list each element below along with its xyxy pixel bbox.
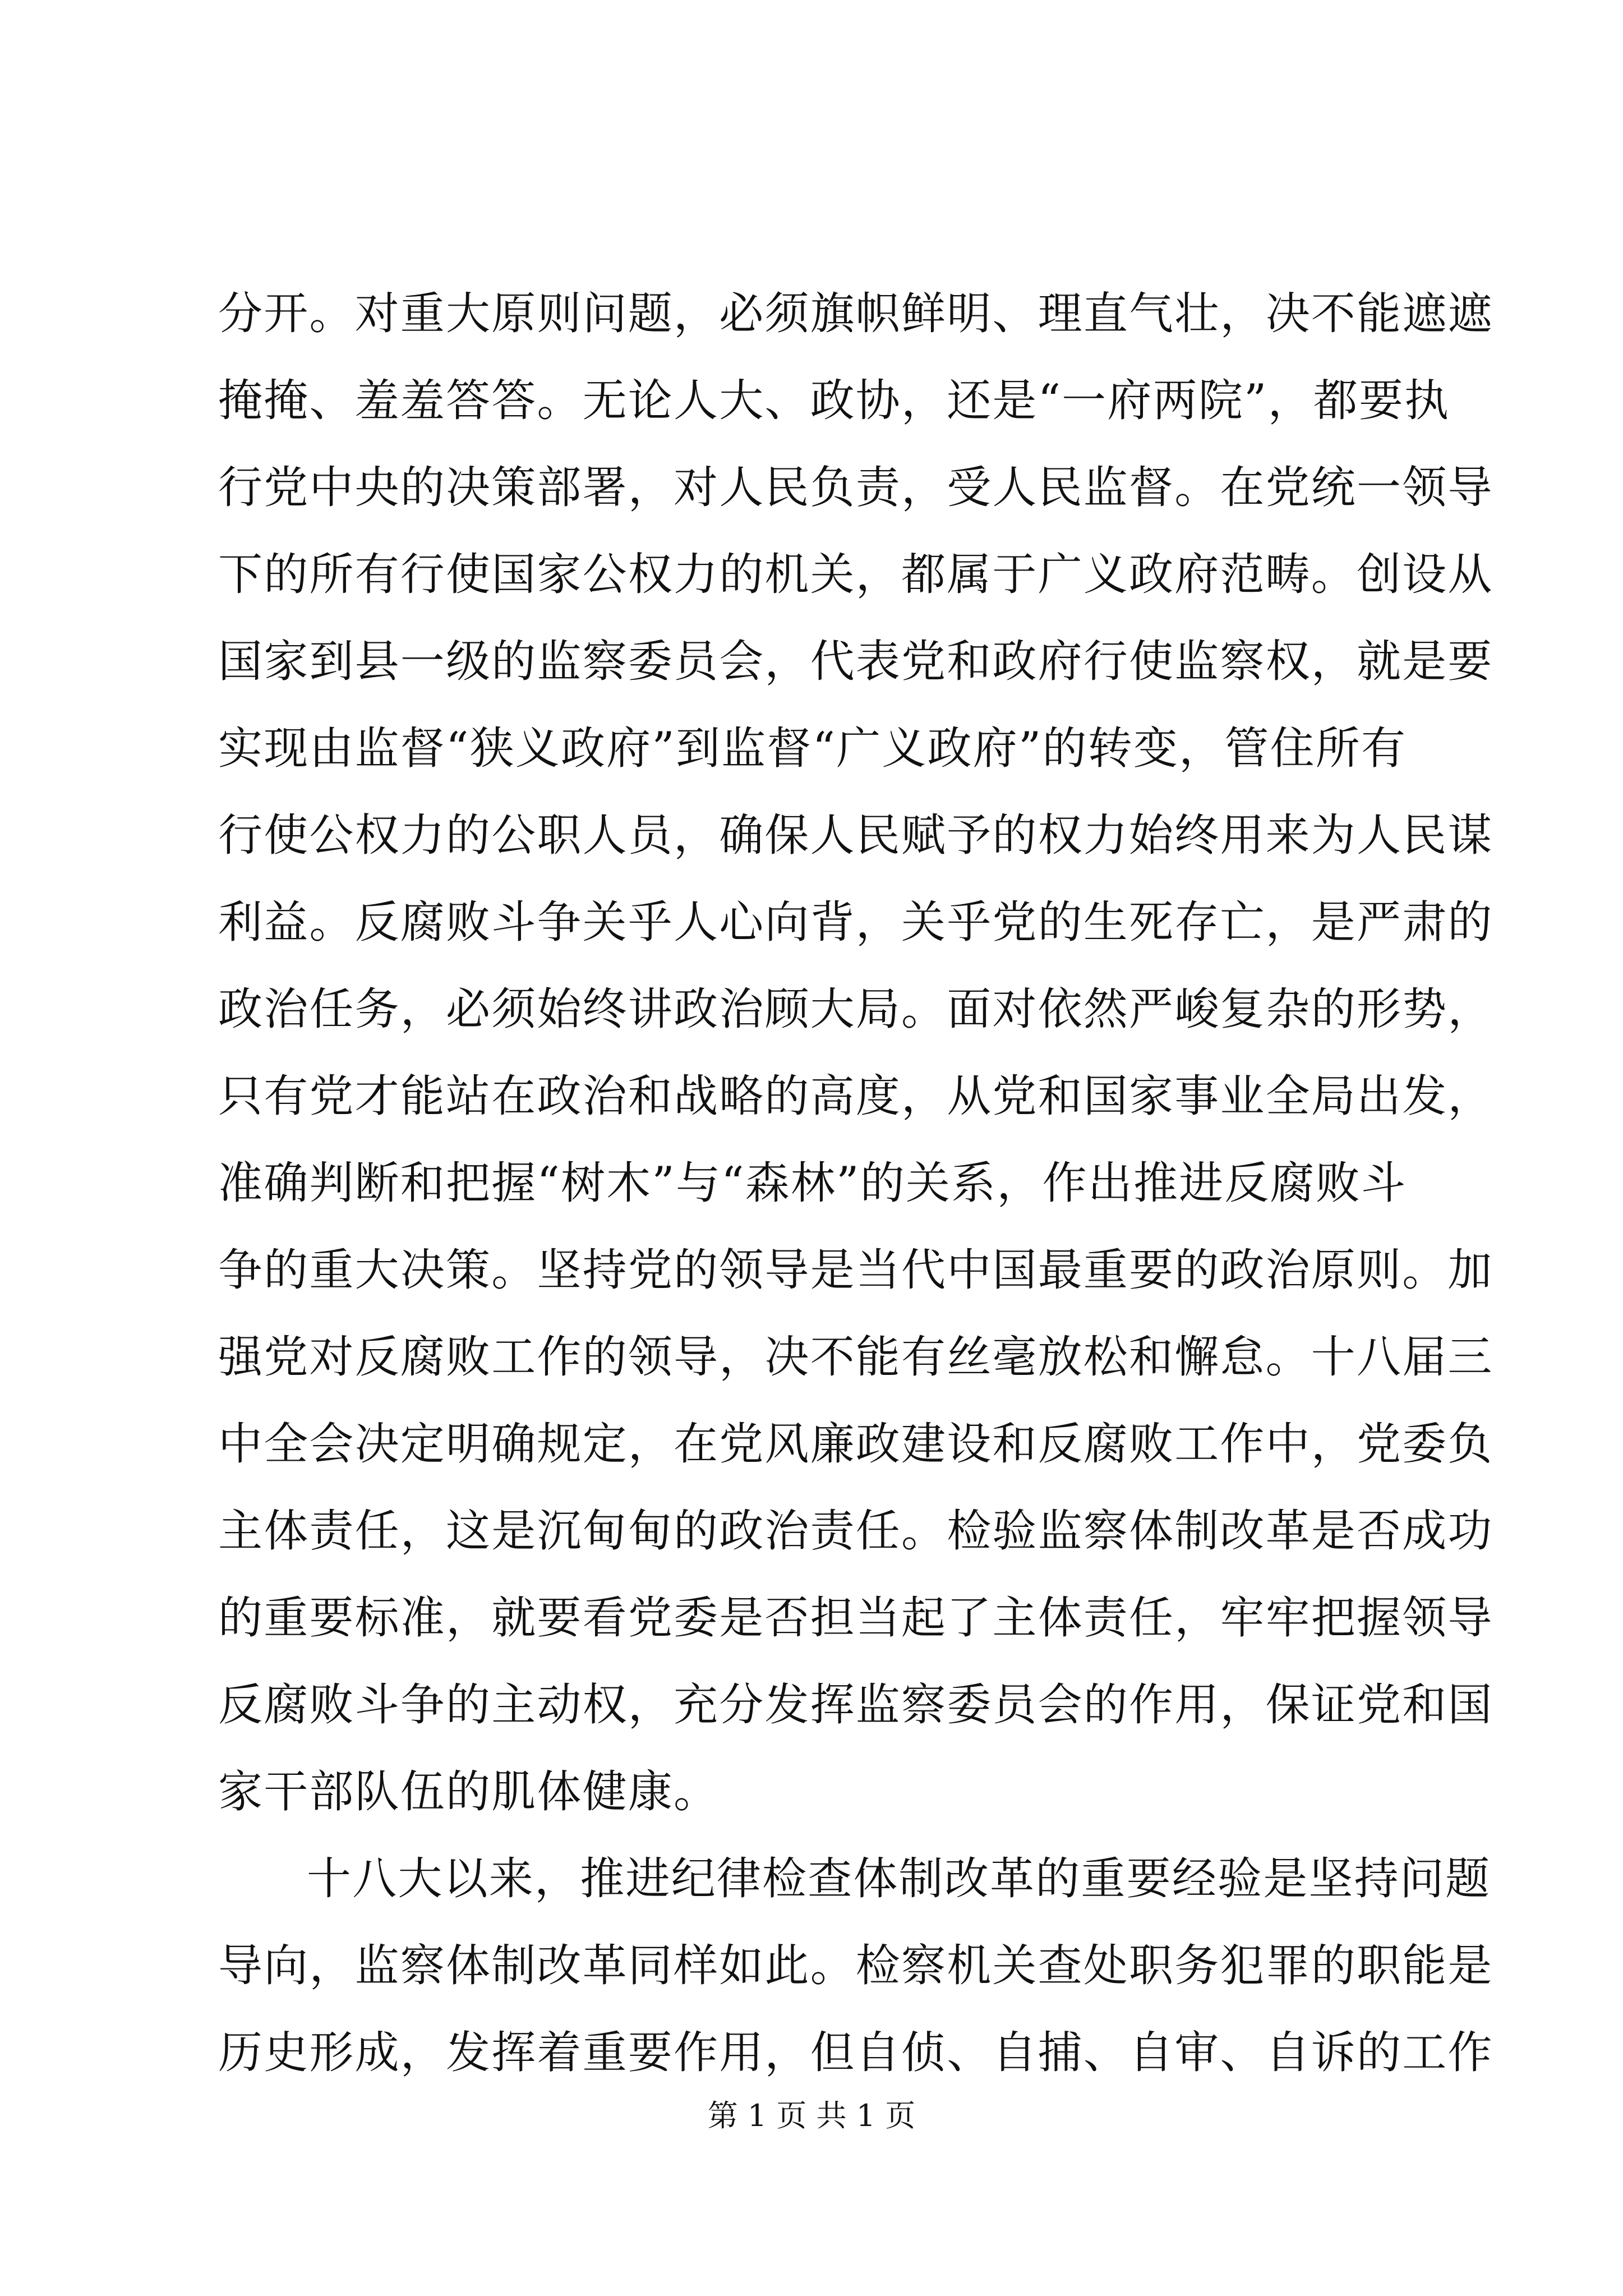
text-line: 利益。反腐败斗争关乎人心向背，关乎党的生死存亡，是严肃的 bbox=[218, 896, 1493, 948]
text-line: 家干部队伍的肌体健康。 bbox=[218, 1766, 720, 1818]
text-line: 的重要标准，就要看党委是否担当起了主体责任，牢牢把握领导 bbox=[218, 1592, 1493, 1644]
text-line: 强党对反腐败工作的领导，决不能有丝毫放松和懈怠。十八届三 bbox=[218, 1331, 1493, 1383]
text-line: 争的重大决策。坚持党的领导是当代中国最重要的政治原则。加 bbox=[218, 1244, 1493, 1296]
text-line: 分开。对重大原则问题，必须旗帜鲜明、理直气壮，决不能遮遮 bbox=[218, 288, 1493, 339]
text-line: 行党中央的决策部署，对人民负责，受人民监督。在党统一领导 bbox=[218, 462, 1493, 513]
text-line: 下的所有行使国家公权力的机关，都属于广义政府范畴。创设从 bbox=[218, 549, 1493, 600]
text-line: 掩掩、羞羞答答。无论人大、政协，还是“一府两院”，都要执 bbox=[218, 375, 1450, 426]
body-text bbox=[218, 288, 1493, 2115]
text-line: 历史形成，发挥着重要作用，但自侦、自捕、自审、自诉的工作 bbox=[218, 2027, 1493, 2078]
text-line: 主体责任，这是沉甸甸的政治责任。检验监察体制改革是否成功 bbox=[218, 1505, 1493, 1557]
text-line: 实现由监督“狭义政府”到监督“广义政府”的转变，管住所有 bbox=[218, 723, 1407, 774]
text-line: 反腐败斗争的主动权，充分发挥监察委员会的作用，保证党和国 bbox=[218, 1679, 1493, 1731]
text-line: 政治任务，必须始终讲政治顾大局。面对依然严峻复杂的形势， bbox=[218, 983, 1493, 1035]
page-footer: 第 1 页 共 1 页 bbox=[707, 2098, 916, 2133]
text-line: 十八大以来，推进纪律检查体制改革的重要经验是坚持问题 bbox=[307, 1853, 1491, 1904]
text-line: 中全会决定明确规定，在党风廉政建设和反腐败工作中，党委负 bbox=[218, 1418, 1493, 1470]
text-line: 准确判断和把握“树木”与“森林”的关系，作出推进反腐败斗 bbox=[218, 1157, 1407, 1209]
text-line: 导向，监察体制改革同样如此。检察机关查处职务犯罪的职能是 bbox=[218, 1940, 1493, 1991]
text-line: 只有党才能站在政治和战略的高度，从党和国家事业全局出发， bbox=[218, 1070, 1493, 1122]
text-line: 国家到县一级的监察委员会，代表党和政府行使监察权，就是要 bbox=[218, 636, 1493, 687]
text-line: 行使公权力的公职人员，确保人民赋予的权力始终用来为人民谋 bbox=[218, 809, 1493, 861]
